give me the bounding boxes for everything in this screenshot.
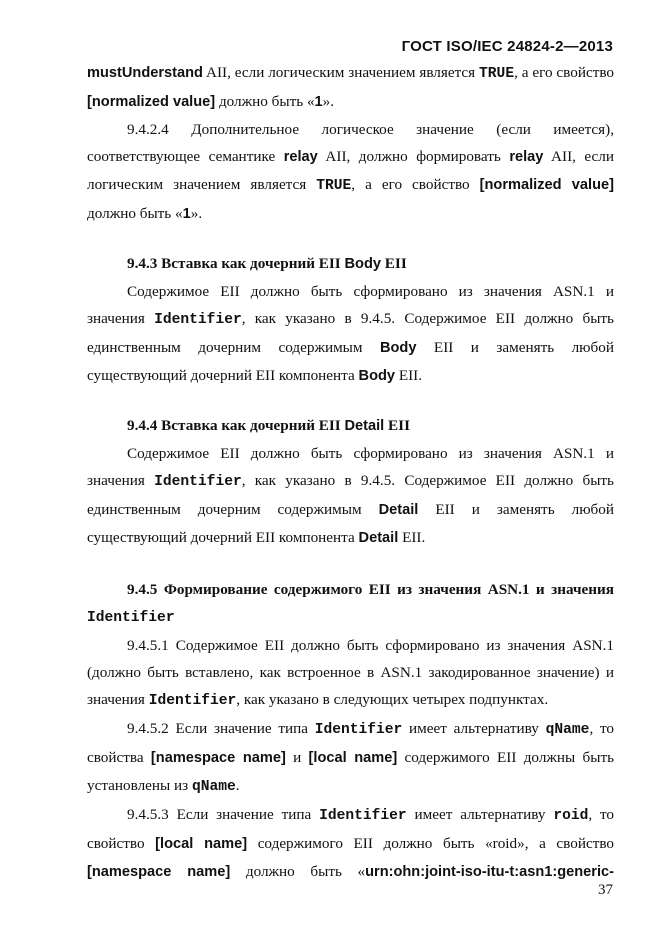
text: и [285, 749, 309, 766]
paragraph-9-4-5-2 [87, 715, 614, 801]
term-body: Body [344, 256, 381, 272]
heading-9-4-4 [87, 412, 614, 440]
text: AII, должно формировать [317, 148, 510, 165]
text: . [235, 777, 240, 794]
document-header: ГОСТ ISO/IEC 24824-2—2013 [401, 38, 613, 55]
paragraph-9-4-5-3 [87, 801, 614, 886]
term-namespace-name: [namespace name] [150, 750, 286, 766]
paragraph-9-4-4 [87, 440, 614, 552]
code-identifier: Identifier [148, 693, 237, 709]
heading-9-4-5 [87, 576, 614, 632]
text: EII и заменять любой существующий дочерний EII компонента [87, 501, 614, 546]
text: AII, если логическим значением является [87, 148, 614, 193]
text: имеет альтернативу [402, 720, 546, 737]
text: содержимого EII должно быть «roid», а свойство [247, 835, 614, 852]
text: должно быть « [87, 205, 183, 222]
term-mustunderstand: mustUnderstand [87, 65, 203, 81]
term-local-name: [local name] [155, 836, 248, 852]
paragraph-continuation [87, 59, 614, 116]
text: AII, если логическим значением является [202, 64, 480, 81]
heading-text: EII [380, 255, 407, 272]
paragraph-9-4-3 [87, 278, 614, 390]
heading-text: 9.4.4 Вставка как дочерний EII [127, 417, 345, 434]
text: ». [322, 93, 335, 110]
text: EII. [398, 529, 426, 546]
code-identifier: Identifier [87, 610, 175, 626]
text: , как указано в 9.4.5. Содержимое EII должно быть единственным дочерним содержимым [87, 472, 614, 518]
code-identifier: Identifier [154, 312, 242, 328]
term-normalized-value: [normalized value] [87, 94, 216, 110]
text: должно быть « [215, 93, 315, 110]
text: , а его свойство [514, 64, 615, 81]
page-number: 37 [598, 882, 613, 898]
term-detail: Detail [344, 418, 385, 434]
term-local-name: [local name] [308, 750, 398, 766]
text: 9.4.2.4 Дополнительное логическое значение (если имеется), соответствующее семантике [87, 121, 614, 165]
term-normalized-value: [normalized value] [479, 177, 614, 193]
heading-text: EII [384, 417, 410, 434]
text: имеет альтернативу [406, 806, 554, 823]
term-namespace-name: [namespace name] [87, 864, 231, 880]
page-body [87, 59, 614, 886]
term-body: Body [358, 368, 396, 384]
text: , а его свойство [351, 176, 480, 193]
code-qname: qName [545, 722, 590, 738]
term-body: Body [379, 340, 417, 356]
text: , то свойства [87, 720, 615, 766]
value-one: 1 [314, 94, 323, 110]
text: должно быть « [230, 863, 366, 880]
paragraph-9-4-2-4 [87, 116, 614, 228]
heading-text: 9.4.3 Вставка как дочерний EII [127, 255, 345, 272]
value-one: 1 [182, 206, 191, 222]
text: , то свойство [87, 806, 615, 852]
term-detail: Detail [378, 502, 419, 518]
term-relay: relay [283, 149, 318, 165]
text: Содержимое EII должно быть сформировано из значения ASN.1 и значения [87, 283, 614, 327]
text: содержимого EII должны быть установлены из [87, 749, 615, 794]
term-urn: urn:ohn:joint-iso-itu-t:asn1:generic- [365, 864, 614, 880]
term-detail: Detail [358, 530, 399, 546]
text: 9.4.5.3 Если значение типа [127, 806, 320, 823]
text: , как указано в 9.4.5. Содержимое EII должно быть единственным дочерним содержимым [87, 310, 614, 356]
code-true: TRUE [316, 178, 352, 194]
text: EII. [395, 367, 423, 384]
code-identifier: Identifier [314, 722, 403, 738]
text: ». [190, 205, 203, 222]
paragraph-9-4-5-1 [87, 632, 614, 715]
text: EII и заменять любой существующий дочерний EII компонента [87, 339, 614, 384]
text: 9.4.5.1 Содержимое EII должно быть сформировано из значения ASN.1 (должно быть вставлено, как встроенное в ASN.1 закодированное значение) и значения [87, 637, 614, 708]
code-roid: roid [553, 808, 589, 824]
term-relay: relay [509, 149, 544, 165]
code-qname: qName [191, 779, 236, 795]
text: 9.4.5.2 Если значение типа [127, 720, 315, 737]
text: , как указано в следующих четырех подпунктах. [236, 691, 549, 708]
text: Содержимое EII должно быть сформировано из значения ASN.1 и значения [87, 445, 614, 489]
heading-9-4-3 [87, 250, 614, 278]
code-identifier: Identifier [154, 474, 242, 490]
code-true: TRUE [479, 66, 515, 82]
heading-text: 9.4.5 Формирование содержимого EII из значения ASN.1 и значения [127, 581, 614, 598]
code-identifier: Identifier [319, 808, 407, 824]
